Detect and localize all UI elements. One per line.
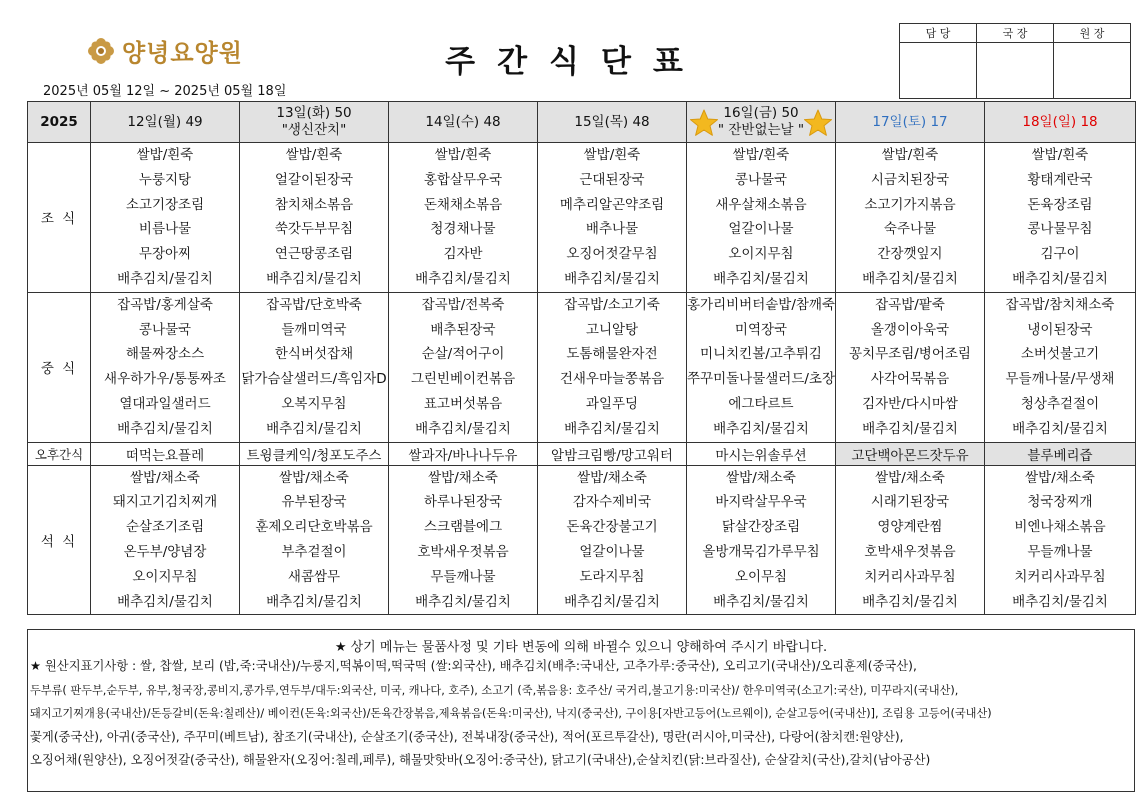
menu-item: 배추김치/물김치 — [415, 593, 511, 610]
menu-item: 배추김치/물김치 — [415, 270, 511, 287]
lunch-cell — [91, 292, 240, 442]
menu-item: 쌀밥/채소죽 — [428, 469, 498, 486]
menu-item: 배추김치/물김치 — [713, 593, 809, 610]
menu-item: 무들깨나물/무생채 — [1005, 371, 1115, 388]
menu-item: 배추김치/물김치 — [713, 420, 809, 437]
day-header-cell — [985, 102, 1136, 143]
menu-item: 얼갈이나물 — [579, 543, 645, 560]
menu-item: 배추김치/물김치 — [862, 593, 958, 610]
menu-item: 배추김치/물김치 — [1012, 270, 1108, 287]
lunch-cell — [240, 292, 389, 442]
menu-item: 쌀밥/흰죽 — [1031, 147, 1089, 163]
approval-label: 담 당 — [900, 24, 977, 43]
snack-cell: 마시는위솔루션 — [687, 442, 836, 465]
breakfast-cell — [687, 143, 836, 293]
dinner-cell — [985, 465, 1136, 615]
approval-label: 국 장 — [977, 24, 1054, 43]
menu-item: 배추김치/물김치 — [266, 593, 362, 610]
menu-item: 배추김치/물김치 — [1012, 420, 1108, 437]
menu-item: 닭살간장조림 — [721, 519, 801, 536]
star-icon — [689, 108, 719, 138]
menu-item: 훈제오리단호박볶음 — [255, 519, 373, 536]
dinner-cell — [91, 465, 240, 615]
notice-text: ★ 상기 메뉴는 물품사정 및 기타 변동에 의해 바뀔수 있으니 양해하여 주시기 바랍니다. — [334, 640, 828, 655]
day-header-cell — [836, 102, 985, 143]
origin-line: 꽃게(중국산), 아귀(중국산), 주꾸미(베트남), 참조기(국내산), 순살조기(중국산), 전복내장(중국산), 적어(포르투갈산), 명란(러시아,미국산), 다랑어(참치캔:원양산), — [30, 729, 904, 744]
menu-item: 근대된장국 — [579, 171, 645, 188]
menu-item: 그린빈베이컨볶음 — [410, 371, 516, 388]
breakfast-cell — [985, 143, 1136, 293]
menu-item: 쑥갓두부무침 — [274, 221, 354, 238]
snack-cell: 알밤크림빵/망고워터 — [538, 442, 687, 465]
dinner-cell — [240, 465, 389, 615]
menu-item: 순살/적어구이 — [421, 346, 505, 363]
menu-item: 바지락살무우국 — [715, 494, 807, 511]
menu-item: 무장아찌 — [138, 246, 192, 263]
menu-item: 부추겉절이 — [281, 543, 347, 560]
menu-item: 에그타르트 — [728, 395, 794, 412]
dinner-row — [28, 465, 1136, 615]
menu-item: 소고기장조림 — [125, 196, 205, 213]
day-label: 16일(금) 50 — [723, 105, 799, 121]
menu-item: 호박새우젓볶음 — [864, 543, 956, 560]
menu-item: 배추된장국 — [430, 321, 496, 338]
star-icon — [803, 108, 833, 138]
breakfast-cell — [538, 143, 687, 293]
menu-item: 배추김치/물김치 — [1012, 593, 1108, 610]
menu-item: 배추김치/물김치 — [117, 420, 213, 437]
lunch-cell — [687, 292, 836, 442]
snack-row — [28, 442, 1136, 465]
menu-item: 쌀밥/채소죽 — [279, 469, 349, 486]
menu-item: 오징어젓갈무침 — [566, 246, 658, 263]
row-label-lunch: 중 식 — [28, 292, 91, 442]
menu-item: 얼갈이된장국 — [274, 171, 354, 188]
weekly-menu-table — [27, 101, 1136, 615]
notes-box — [27, 629, 1135, 792]
snack-cell: 떠먹는요플레 — [91, 442, 240, 465]
menu-item: 소고기가지볶음 — [864, 196, 956, 213]
menu-item: 시래기된장국 — [870, 494, 950, 511]
menu-item: 감자수제비국 — [572, 494, 652, 511]
org-logo — [86, 33, 243, 68]
menu-item: 청상추겉절이 — [1020, 395, 1100, 412]
menu-item: 잡곡밥/소고기죽 — [564, 296, 660, 313]
menu-item: 쌀밥/흰죽 — [881, 147, 939, 163]
menu-item: 배추김치/물김치 — [266, 270, 362, 287]
menu-item: 소버섯불고기 — [1020, 346, 1100, 363]
menu-item: 청경채나물 — [430, 221, 496, 238]
snack-cell: 트윙클케익/청포도주스 — [240, 442, 389, 465]
menu-item: 냉이된장국 — [1027, 321, 1093, 338]
menu-item: 쌀밥/흰죽 — [285, 147, 343, 163]
menu-item: 한식버섯잡채 — [274, 346, 354, 363]
day-label: 13일(화) 50 — [276, 105, 352, 121]
menu-item: 닭가슴살샐러드/흑임자D — [241, 371, 387, 388]
day-header-cell — [240, 102, 389, 143]
menu-item: 간장깻잎지 — [877, 246, 943, 263]
menu-item: 순살조기조림 — [125, 519, 205, 536]
menu-item: 배추김치/물김치 — [117, 270, 213, 287]
menu-item: 배추김치/물김치 — [415, 420, 511, 437]
menu-item: 쌀밥/채소죽 — [1025, 469, 1095, 486]
menu-item: 올방개묵김가루무침 — [702, 543, 820, 560]
dinner-cell — [687, 465, 836, 615]
menu-item: 쭈꾸미돌나물샐러드/초장 — [687, 371, 835, 388]
menu-item: 쌀밥/흰죽 — [583, 147, 641, 163]
origin-line: 돼지고기찌개용(국내산)/돈등갈비(돈육:칠레산)/ 베이컨(돈육:외국산)/돈육간장볶음,제육볶음(돈육:미국산), 낙지(중국산), 구이용[자반고등어(노르웨이), 순살고등어(국내산)], 조림용 고등어(국내산) — [30, 707, 992, 720]
menu-item: 새우하가우/통통짜조 — [104, 371, 226, 388]
year-cell: 2025 — [28, 102, 91, 143]
menu-item: 배추김치/물김치 — [117, 593, 213, 610]
approval-label: 원 장 — [1054, 24, 1131, 43]
page-title: 주간식단표 — [445, 44, 705, 80]
day-label: 18일(일) 18 — [1022, 113, 1098, 130]
lunch-cell — [389, 292, 538, 442]
menu-period: 2025년 05월 12일 ~ 2025년 05월 18일 — [43, 84, 287, 99]
menu-item: 쌀밥/흰죽 — [732, 147, 790, 163]
snack-cell: 쌀과자/바나나두유 — [389, 442, 538, 465]
menu-item: 치커리사과무침 — [1014, 568, 1106, 585]
day-header-row — [28, 102, 1136, 143]
menu-item: 황태계란국 — [1027, 171, 1093, 188]
menu-item: 쌀밥/채소죽 — [875, 469, 945, 486]
row-label-snack: 오후간식 — [28, 442, 91, 465]
menu-item: 올갱이아욱국 — [870, 321, 950, 338]
approval-box — [899, 23, 1131, 99]
menu-item: 시금치된장국 — [870, 171, 950, 188]
menu-item: 미역장국 — [734, 321, 788, 338]
menu-item: 잡곡밥/홍게살죽 — [117, 296, 213, 313]
menu-item: 해물짜장소스 — [125, 346, 205, 363]
menu-item: 돈육간장불고기 — [566, 519, 658, 536]
approval-signature-cell[interactable] — [1054, 43, 1131, 99]
menu-item: 사각어묵볶음 — [870, 371, 950, 388]
breakfast-row — [28, 143, 1136, 293]
menu-item: 도톰해물완자전 — [566, 346, 658, 363]
day-event-label: " 잔반없는날 " — [717, 122, 805, 138]
menu-item: 스크램블에그 — [423, 519, 503, 536]
menu-item: 유부된장국 — [281, 494, 347, 511]
menu-item: 메추리알곤약조림 — [559, 196, 665, 213]
menu-item: 무들깨나물 — [1027, 543, 1093, 560]
menu-item: 열대과일샐러드 — [119, 395, 211, 412]
menu-item: 치커리사과무침 — [864, 568, 956, 585]
day-header-cell — [538, 102, 687, 143]
org-name: 양녕요양원 — [122, 39, 243, 67]
row-label-dinner: 석 식 — [28, 465, 91, 615]
menu-item: 연근땅콩조림 — [274, 246, 354, 263]
menu-item: 배추나물 — [585, 221, 639, 238]
menu-item: 고니알탕 — [585, 321, 639, 338]
menu-item: 잡곡밥/전복죽 — [421, 296, 505, 313]
menu-item: 김구이 — [1040, 246, 1080, 263]
menu-item: 배추김치/물김치 — [713, 270, 809, 287]
menu-item: 배추김치/물김치 — [564, 270, 660, 287]
lunch-row — [28, 292, 1136, 442]
menu-item: 미니치킨볼/고추튀김 — [700, 346, 822, 363]
menu-item: 쌀밥/흰죽 — [434, 147, 492, 163]
menu-item: 온두부/양념장 — [123, 543, 207, 560]
menu-item: 배추김치/물김치 — [862, 420, 958, 437]
lunch-cell — [538, 292, 687, 442]
breakfast-cell — [836, 143, 985, 293]
menu-item: 무들깨나물 — [430, 568, 496, 585]
snack-cell: 고단백아몬드잣두유 — [836, 442, 985, 465]
menu-item: 배추김치/물김치 — [564, 420, 660, 437]
menu-item: 쌀밥/채소죽 — [577, 469, 647, 486]
menu-item: 건새우마늘쫑볶음 — [559, 371, 665, 388]
menu-item: 쌀밥/채소죽 — [130, 469, 200, 486]
day-label: 14일(수) 48 — [425, 113, 501, 130]
dinner-cell — [538, 465, 687, 615]
menu-item: 참치채소볶음 — [274, 196, 354, 213]
menu-item: 콩나물무침 — [1027, 221, 1093, 238]
menu-item: 잡곡밥/팥죽 — [875, 296, 945, 313]
menu-item: 꽁치무조림/병어조림 — [849, 346, 971, 363]
approval-signature-cell[interactable] — [900, 43, 977, 99]
breakfast-cell — [91, 143, 240, 293]
menu-item: 홍가리비버터솥밥/참깨죽 — [687, 296, 835, 313]
menu-item: 돈육장조림 — [1027, 196, 1093, 213]
menu-item: 도라지무침 — [579, 568, 645, 585]
day-header-cell — [687, 102, 836, 143]
menu-item: 잡곡밥/단호박죽 — [266, 296, 362, 313]
menu-item: 오이무침 — [734, 568, 788, 585]
day-header-cell — [91, 102, 240, 143]
lunch-cell — [836, 292, 985, 442]
menu-item: 새우살채소볶음 — [715, 196, 807, 213]
menu-item: 청국장찌개 — [1027, 494, 1093, 511]
lunch-cell — [985, 292, 1136, 442]
breakfast-cell — [389, 143, 538, 293]
menu-item: 숙주나물 — [883, 221, 937, 238]
menu-item: 오이지무침 — [728, 246, 794, 263]
snack-cell: 블루베리즙 — [985, 442, 1136, 465]
origin-line: 오징어채(원양산), 오징어젓갈(중국산), 해물완자(오징어:칠레,페루), 해물맛핫바(오징어:중국산), 닭고기(국내산),순살치킨(닭:브라질산), 순살갈치(국산),갈치(남아공산) — [30, 753, 931, 767]
menu-item: 쌀밥/흰죽 — [136, 147, 194, 163]
day-header-cell — [389, 102, 538, 143]
menu-item: 김자반 — [443, 246, 483, 263]
menu-item: 쌀밥/채소죽 — [726, 469, 796, 486]
day-label: 17일(토) 17 — [872, 113, 948, 130]
approval-signature-cell[interactable] — [977, 43, 1054, 99]
menu-item: 잡곡밥/참치채소죽 — [1005, 296, 1115, 313]
menu-item: 돈채채소볶음 — [423, 196, 503, 213]
row-label-breakfast: 조 식 — [28, 143, 91, 293]
menu-item: 누룽지탕 — [138, 171, 192, 188]
menu-item: 비름나물 — [138, 221, 192, 238]
origin-line: 두부류( 판두부,순두부, 유부,청국장,콩비지,콩가루,연두부/대두:외국산, 미국, 캐나다, 호주), 소고기 (죽,볶음용: 호주산/ 국거리,불고기용:미국산)/ 한우미역국(소고기:국산), 미꾸라지(국내산), — [30, 683, 959, 697]
breakfast-cell — [240, 143, 389, 293]
dinner-cell — [836, 465, 985, 615]
flower-logo-icon — [86, 36, 116, 66]
menu-item: 과일푸딩 — [585, 395, 639, 412]
menu-item: 오복지무침 — [281, 395, 347, 412]
menu-item: 배추김치/물김치 — [862, 270, 958, 287]
menu-item: 영양계란찜 — [877, 519, 943, 536]
menu-item: 새콤쌈무 — [287, 568, 341, 585]
menu-item: 배추김치/물김치 — [266, 420, 362, 437]
menu-item: 호박새우젓볶음 — [417, 543, 509, 560]
menu-item: 배추김치/물김치 — [564, 593, 660, 610]
menu-item: 김자반/다시마쌈 — [862, 395, 958, 412]
menu-item: 얼갈이나물 — [728, 221, 794, 238]
dinner-cell — [389, 465, 538, 615]
day-label: 12일(월) 49 — [127, 113, 203, 130]
day-event-label: "생신잔치" — [281, 122, 347, 138]
menu-item: 콩나물국 — [734, 171, 788, 188]
menu-item: 홍합살무우국 — [423, 171, 503, 188]
menu-item: 표고버섯볶음 — [423, 395, 503, 412]
day-label: 15일(목) 48 — [574, 113, 650, 130]
menu-item: 들깨미역국 — [281, 321, 347, 338]
origin-line: ★ 원산지표기사항 : 쌀, 찹쌀, 보리 (밥,죽:국내산)/누룽지,떡볶이떡,떡국떡 (쌀:외국산), 배추김치(배추:국내산, 고추가루:중국산), 오리고기(국내산)/오리훈제(중국산), — [30, 659, 917, 673]
menu-item: 비엔나채소볶음 — [1014, 519, 1106, 536]
menu-item: 돼지고기김치찌개 — [112, 494, 218, 511]
menu-item: 하루나된장국 — [423, 494, 503, 511]
menu-item: 오이지무침 — [132, 568, 198, 585]
menu-item: 콩나물국 — [138, 321, 192, 338]
